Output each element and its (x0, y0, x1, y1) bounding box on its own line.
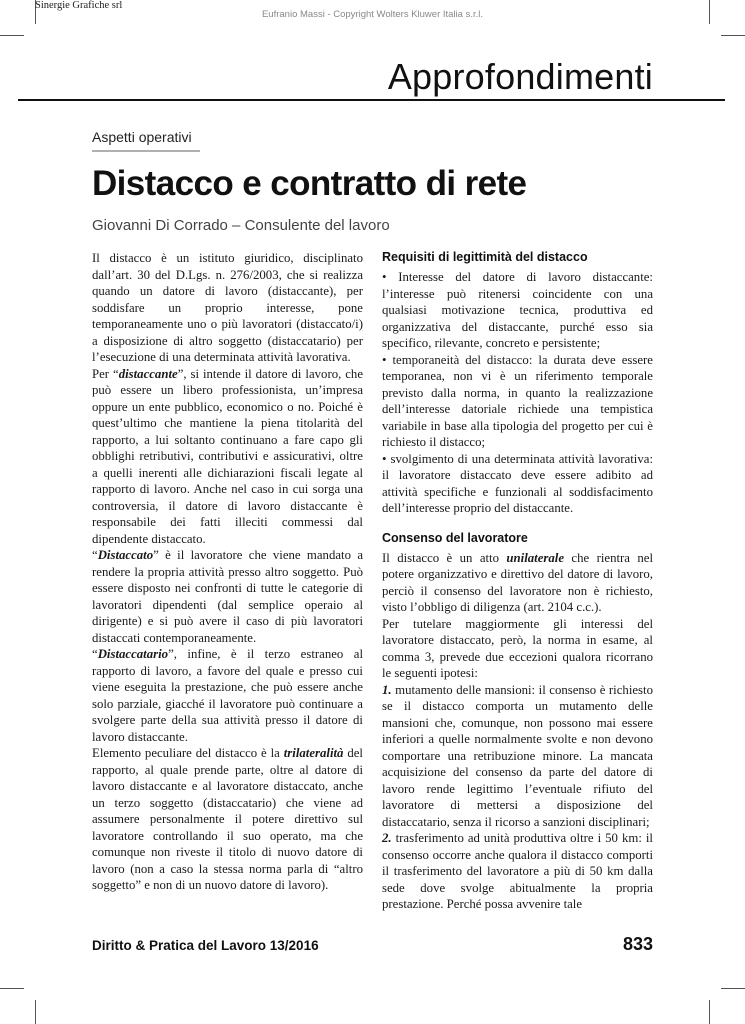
term-emphasis (506, 551, 564, 565)
paragraph-distaccato (92, 547, 363, 646)
section-title: Approfondimenti (387, 56, 653, 97)
text-run: “ (92, 647, 98, 661)
page-number: 833 (622, 934, 653, 954)
printer-label: Sinergie Grafiche srl (35, 0, 123, 11)
right-column (382, 250, 653, 913)
left-column (92, 250, 363, 894)
term-emphasis (98, 548, 153, 562)
article-title: Distacco e contratto di rete (92, 164, 527, 203)
term-distaccante: distaccante (118, 366, 178, 381)
bullet-attivita: • svolgimento di una determinata attività lavorativa: il lavoratore distaccato deve essere adibito ad attività specifiche e funzionali al soddisfacimento dell’interesse proprio del distaccante. (382, 451, 653, 515)
bullet-interesse: • Interesse del datore di lavoro distaccante: l’interesse può ritenersi coincidente con una qualsiasi motivazione tecnica, produttiva ed organizzativa del distaccante, purché esso sia specifico, rilevante, concreto e persistente; (382, 270, 653, 350)
crop-mark (709, 1000, 710, 1024)
text-run: ”, si intende il datore di lavoro, che può essere un libero professionista, un’impresa oppure un ente pubblico, economico o no. Poiché è quest’ultimo che mantiene la piena titolarità del rapporto, a lui soltanto continuano a fare capo gli obblighi retributivi, contributivi e assicurativi, oltre a quelli inerenti alle dichiarazioni fiscali legate al rapporto di lavoro. Anche nel caso in cui sorga una controversia, il datore di lavoro distaccante è responsabile dei fatti illeciti commessi dal dipendente distaccato. (92, 366, 364, 546)
item-mutamento-mansioni (382, 682, 653, 831)
crop-mark (0, 988, 24, 989)
text-run: Elemento peculiare del distacco è la (92, 746, 284, 760)
term-emphasis (284, 746, 344, 760)
item-number (382, 683, 392, 697)
text-run: ” è il lavoratore che viene mandato a rendere la propria attività presso altro soggetto. Può essere disposto nei confronti di tutte le categorie di lavoratori dipendenti (dal semplice operaio al dirigente) e si può avere il caso di più lavoratori distaccati contemporaneamente. (92, 548, 363, 645)
bullet-temporaneita: • temporaneità del distacco: la durata deve essere temporanea, non vi è un riferimento temporale previsto dalla norma, in quanto la realizzazione dell’interesse datoriale richiede una tempistica variabile in base alla tipologia del progetto per cui è richiesto il distacco; (382, 352, 653, 449)
crop-mark (0, 35, 24, 36)
term-emphasis (119, 367, 178, 381)
item-trasferimento (382, 830, 653, 913)
crop-mark (721, 35, 745, 36)
text-run: Il distacco è un atto (382, 550, 507, 565)
term-distaccatario: Distaccatario (97, 647, 169, 661)
term-distaccato: Distaccato (97, 548, 154, 562)
term-trilateralita: trilateralità (283, 746, 344, 760)
item-number-2: 2. (382, 831, 392, 845)
article-author: Giovanni Di Corrado – Consulente del lavoro (92, 217, 390, 234)
text-run: “ (92, 548, 98, 562)
item-number (382, 831, 392, 845)
crop-mark (35, 1000, 36, 1024)
text-run: ”, infine, è il terzo estraneo al rapporto di lavoro, a favore del quale e presso cui viene eseguita la prestazione, che può essere anche solo parziale, giacché il lavoratore può continuare a svolgere parte della sua attività presso il datore di lavoro distaccante. (92, 647, 363, 744)
heading-requisiti: Requisiti di legittimità del distacco (382, 250, 588, 264)
term-emphasis (98, 647, 168, 661)
text-run: Per “ (92, 366, 119, 381)
paragraph-definition: Il distacco è un istituto giuridico, disciplinato dall’art. 30 del D.Lgs. n. 276/2003, che si realizza quando un datore di lavoro (distaccante), per soddisfare un proprio interesse, pone temporaneamente uno o più lavoratori (distaccato/i) a disposizione di altro soggetto (distaccatario) per l’esecuzione di una determinata attività lavorativa. (92, 251, 363, 364)
crop-mark (721, 988, 745, 989)
header-rule (18, 99, 725, 101)
paragraph-distaccante (92, 366, 363, 548)
paragraph-eccezioni: Per tutelare maggiormente gli interessi del lavoratore distaccato, però, la norma in esame, al comma 3, prevede due eccezioni qualora ricorrano le seguenti ipotesi: (382, 616, 653, 680)
text-run: che rientra nel potere organizzativo e direttivo del datore di lavoro, perciò il consenso del lavoratore non è richiesto, visto l’obbligo di diligenza (art. 2104 c.c.). (382, 550, 654, 614)
text-run: mutamento delle mansioni: il consenso è richiesto se il distacco comporta un mutamento delle mansioni che, comunque, non possono mai essere inferiori a quelle normalmente svolte e non devono comportare una retribuzione minore. La mancata acquisizione del consenso da parte del datore di lavoro rende legittimo l’eventuale rifiuto del lavoratore di mettersi a disposizione del distaccatario, senza il ricorso a sanzioni disciplinari; (382, 682, 653, 829)
text-run: del rapporto, al quale prende parte, oltre al datore di lavoro distaccante e al lavoratore distaccato, anche un terzo soggetto (distaccatario) che viene ad assumere personalmente il potere direttivo sul lavoratore controllando il suo operato, ma che comunque non riveste il titolo di nuovo datore di lavoro (non a caso la stessa norma parla di “altro soggetto” e non di un nuovo datore di lavoro). (92, 746, 363, 892)
copyright-notice: Eufranio Massi - Copyright Wolters Kluwer Italia s.r.l. (261, 9, 484, 20)
text-run: trasferimento ad unità produttiva oltre i 50 km: il consenso occorre anche qualora il distacco comporti il trasferimento del lavoratore a più di 50 km dalla sede dove svolge abitualmente la propria prestazione. Perché possa avvenire tale (382, 831, 653, 911)
paragraph-unilaterale (382, 550, 653, 616)
heading-consenso: Consenso del lavoratore (382, 530, 528, 545)
footer-journal: Diritto & Pratica del Lavoro 13/2016 (92, 938, 319, 953)
paragraph-distaccatario (92, 646, 363, 745)
paragraph-trilateralita (92, 745, 363, 894)
category-underline (92, 150, 200, 152)
item-number-1: 1. (382, 682, 392, 697)
article-category: Aspetti operativi (92, 129, 192, 145)
term-unilaterale: unilaterale (506, 550, 565, 565)
